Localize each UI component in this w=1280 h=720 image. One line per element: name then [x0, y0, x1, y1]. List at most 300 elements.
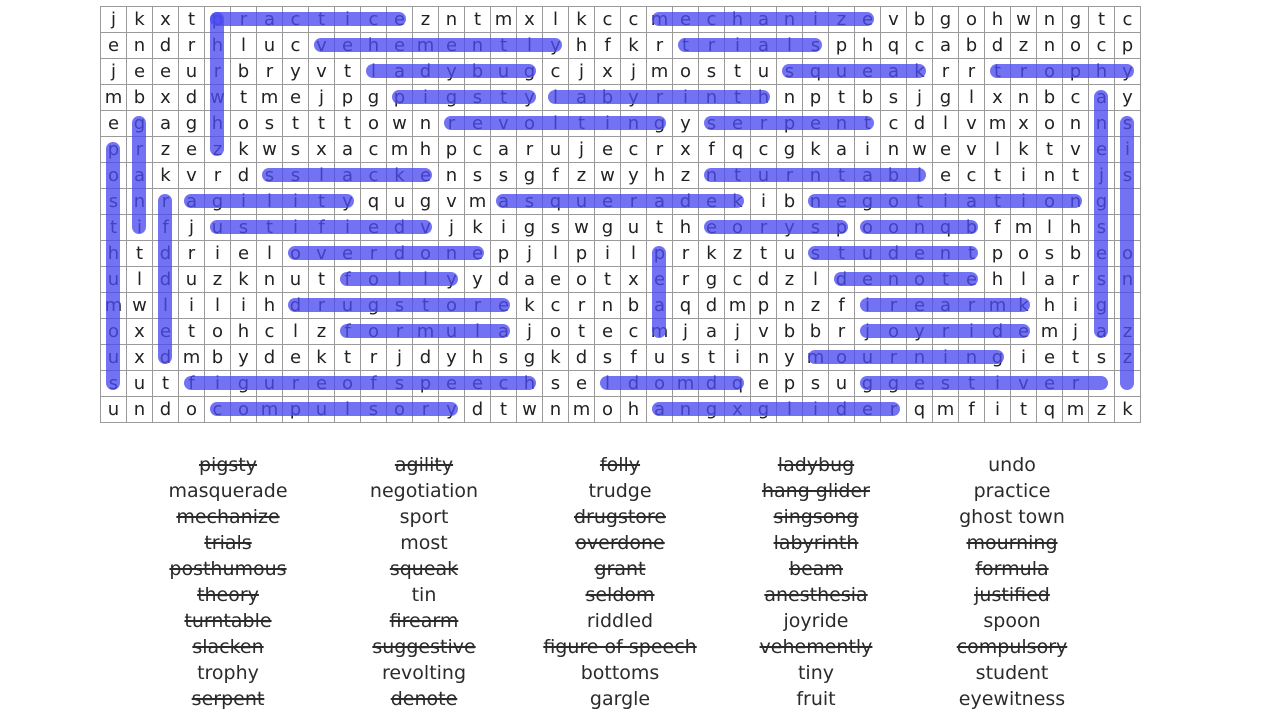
grid-cell[interactable]: r [673, 241, 699, 267]
grid-cell[interactable]: s [361, 397, 387, 423]
grid-cell[interactable]: e [855, 267, 881, 293]
grid-cell[interactable]: p [413, 371, 439, 397]
grid-cell[interactable]: e [699, 215, 725, 241]
grid-cell[interactable]: n [439, 241, 465, 267]
grid-cell[interactable]: p [569, 241, 595, 267]
grid-cell[interactable]: i [283, 215, 309, 241]
grid-cell[interactable]: o [335, 371, 361, 397]
grid-cell[interactable]: i [335, 7, 361, 33]
grid-cell[interactable]: t [335, 345, 361, 371]
grid-cell[interactable]: h [985, 7, 1011, 33]
grid-cell[interactable]: k [231, 137, 257, 163]
grid-cell[interactable]: r [959, 59, 985, 85]
grid-cell[interactable]: r [361, 345, 387, 371]
grid-cell[interactable]: r [127, 137, 153, 163]
grid-cell[interactable]: y [543, 33, 569, 59]
grid-cell[interactable]: b [621, 293, 647, 319]
grid-cell[interactable]: a [257, 7, 283, 33]
grid-cell[interactable]: o [1115, 241, 1141, 267]
grid-cell[interactable]: b [231, 59, 257, 85]
grid-cell[interactable]: v [959, 111, 985, 137]
grid-cell[interactable]: r [569, 293, 595, 319]
grid-cell[interactable]: a [517, 267, 543, 293]
grid-cell[interactable]: g [933, 85, 959, 111]
grid-cell[interactable]: b [881, 163, 907, 189]
grid-cell[interactable]: p [751, 293, 777, 319]
grid-cell[interactable]: s [257, 111, 283, 137]
grid-cell[interactable]: n [1063, 111, 1089, 137]
grid-cell[interactable]: q [881, 33, 907, 59]
grid-cell[interactable]: k [153, 163, 179, 189]
grid-cell[interactable]: g [127, 111, 153, 137]
grid-cell[interactable]: t [101, 215, 127, 241]
grid-cell[interactable]: t [491, 397, 517, 423]
grid-cell[interactable]: u [257, 33, 283, 59]
grid-cell[interactable]: d [751, 267, 777, 293]
grid-cell[interactable]: r [881, 397, 907, 423]
grid-cell[interactable]: r [179, 33, 205, 59]
grid-cell[interactable]: l [1011, 267, 1037, 293]
grid-cell[interactable]: i [959, 319, 985, 345]
grid-cell[interactable]: m [1011, 215, 1037, 241]
grid-cell[interactable]: n [777, 85, 803, 111]
grid-cell[interactable]: c [543, 293, 569, 319]
grid-cell[interactable]: q [543, 189, 569, 215]
grid-cell[interactable]: k [231, 267, 257, 293]
grid-cell[interactable]: e [855, 59, 881, 85]
grid-cell[interactable]: t [257, 215, 283, 241]
grid-cell[interactable]: m [491, 7, 517, 33]
grid-cell[interactable]: i [933, 345, 959, 371]
grid-cell[interactable]: f [153, 215, 179, 241]
grid-cell[interactable]: u [751, 163, 777, 189]
grid-cell[interactable]: c [907, 33, 933, 59]
grid-cell[interactable]: s [803, 215, 829, 241]
grid-cell[interactable]: y [777, 345, 803, 371]
grid-cell[interactable]: r [881, 293, 907, 319]
grid-cell[interactable]: c [1089, 33, 1115, 59]
grid-cell[interactable]: b [1037, 85, 1063, 111]
grid-cell[interactable]: d [881, 241, 907, 267]
grid-cell[interactable]: n [465, 33, 491, 59]
grid-cell[interactable]: t [647, 215, 673, 241]
grid-cell[interactable]: d [413, 59, 439, 85]
grid-cell[interactable]: o [1037, 59, 1063, 85]
grid-cell[interactable]: q [673, 293, 699, 319]
grid-cell[interactable]: p [335, 85, 361, 111]
grid-cell[interactable]: a [153, 111, 179, 137]
grid-cell[interactable]: r [257, 59, 283, 85]
grid-cell[interactable]: e [595, 319, 621, 345]
grid-cell[interactable]: d [699, 293, 725, 319]
grid-cell[interactable] [1115, 371, 1141, 397]
grid-cell[interactable]: g [933, 7, 959, 33]
grid-cell[interactable]: d [413, 345, 439, 371]
grid-cell[interactable]: y [1115, 85, 1141, 111]
grid-cell[interactable]: r [361, 241, 387, 267]
grid-cell[interactable]: o [231, 111, 257, 137]
grid-cell[interactable]: u [335, 293, 361, 319]
grid-cell[interactable]: h [231, 319, 257, 345]
grid-cell[interactable]: i [283, 189, 309, 215]
grid-cell[interactable]: q [725, 137, 751, 163]
grid-cell[interactable]: l [127, 267, 153, 293]
grid-cell[interactable]: x [127, 345, 153, 371]
grid-cell[interactable]: s [257, 163, 283, 189]
grid-cell[interactable]: y [439, 267, 465, 293]
grid-cell[interactable]: w [517, 397, 543, 423]
grid-cell[interactable]: r [205, 163, 231, 189]
grid-cell[interactable]: t [1089, 7, 1115, 33]
grid-cell[interactable]: z [153, 137, 179, 163]
grid-cell[interactable]: h [647, 163, 673, 189]
grid-cell[interactable]: n [439, 7, 465, 33]
grid-cell[interactable]: t [491, 33, 517, 59]
grid-cell[interactable] [1089, 371, 1115, 397]
grid-cell[interactable]: l [205, 293, 231, 319]
grid-cell[interactable]: i [335, 215, 361, 241]
grid-cell[interactable]: g [413, 189, 439, 215]
grid-cell[interactable]: t [491, 85, 517, 111]
grid-cell[interactable]: m [387, 137, 413, 163]
grid-cell[interactable]: x [673, 137, 699, 163]
grid-cell[interactable]: e [283, 85, 309, 111]
grid-cell[interactable]: s [933, 371, 959, 397]
grid-cell[interactable]: e [673, 7, 699, 33]
grid-cell[interactable]: d [153, 345, 179, 371]
grid-cell[interactable]: t [829, 85, 855, 111]
grid-cell[interactable]: t [855, 111, 881, 137]
grid-cell[interactable]: d [387, 215, 413, 241]
grid-cell[interactable]: l [907, 163, 933, 189]
grid-cell[interactable]: t [595, 267, 621, 293]
grid-cell[interactable]: a [127, 163, 153, 189]
grid-cell[interactable]: e [933, 163, 959, 189]
grid-cell[interactable]: b [959, 215, 985, 241]
grid-cell[interactable]: t [309, 7, 335, 33]
grid-cell[interactable]: s [803, 241, 829, 267]
grid-cell[interactable]: t [1063, 163, 1089, 189]
grid-cell[interactable]: r [439, 111, 465, 137]
grid-cell[interactable]: o [907, 267, 933, 293]
grid-cell[interactable]: d [985, 319, 1011, 345]
grid-cell[interactable]: c [283, 7, 309, 33]
grid-cell[interactable]: i [231, 189, 257, 215]
grid-cell[interactable]: p [491, 241, 517, 267]
grid-cell[interactable]: n [621, 111, 647, 137]
grid-cell[interactable]: f [361, 371, 387, 397]
grid-cell[interactable]: l [257, 241, 283, 267]
grid-cell[interactable]: u [751, 59, 777, 85]
grid-cell[interactable]: w [257, 137, 283, 163]
grid-cell[interactable]: t [725, 163, 751, 189]
grid-cell[interactable]: n [907, 345, 933, 371]
grid-cell[interactable]: n [907, 215, 933, 241]
grid-cell[interactable]: t [985, 189, 1011, 215]
grid-cell[interactable]: b [777, 319, 803, 345]
grid-cell[interactable]: a [491, 189, 517, 215]
grid-cell[interactable]: o [517, 111, 543, 137]
grid-cell[interactable]: s [1089, 215, 1115, 241]
grid-cell[interactable]: s [517, 189, 543, 215]
grid-cell[interactable]: p [205, 7, 231, 33]
grid-cell[interactable]: y [673, 111, 699, 137]
grid-cell[interactable]: o [413, 241, 439, 267]
grid-cell[interactable]: f [179, 371, 205, 397]
grid-cell[interactable]: m [101, 293, 127, 319]
grid-cell[interactable]: k [517, 293, 543, 319]
grid-cell[interactable]: i [1063, 293, 1089, 319]
grid-cell[interactable]: a [933, 293, 959, 319]
grid-cell[interactable]: a [959, 189, 985, 215]
grid-cell[interactable]: h [1089, 59, 1115, 85]
grid-cell[interactable]: t [985, 163, 1011, 189]
grid-cell[interactable]: g [1089, 293, 1115, 319]
grid-cell[interactable]: r [647, 85, 673, 111]
grid-cell[interactable]: u [179, 267, 205, 293]
grid-cell[interactable]: t [699, 345, 725, 371]
grid-cell[interactable]: y [465, 267, 491, 293]
grid-cell[interactable] [1115, 215, 1141, 241]
grid-cell[interactable]: k [1011, 293, 1037, 319]
grid-cell[interactable]: q [1037, 397, 1063, 423]
grid-cell[interactable]: f [543, 163, 569, 189]
grid-cell[interactable]: i [491, 215, 517, 241]
grid-cell[interactable]: u [777, 241, 803, 267]
grid-cell[interactable]: t [1063, 345, 1089, 371]
grid-cell[interactable]: t [985, 59, 1011, 85]
grid-cell[interactable]: o [205, 319, 231, 345]
grid-cell[interactable]: e [101, 33, 127, 59]
grid-cell[interactable]: d [569, 345, 595, 371]
grid-cell[interactable]: v [413, 215, 439, 241]
grid-cell[interactable]: e [231, 241, 257, 267]
grid-cell[interactable]: t [153, 371, 179, 397]
grid-cell[interactable]: a [491, 137, 517, 163]
grid-cell[interactable]: m [1063, 397, 1089, 423]
grid-cell[interactable]: h [621, 397, 647, 423]
grid-cell[interactable]: m [803, 345, 829, 371]
grid-cell[interactable]: o [569, 267, 595, 293]
grid-cell[interactable]: r [881, 345, 907, 371]
grid-cell[interactable]: a [1089, 319, 1115, 345]
grid-cell[interactable]: i [803, 7, 829, 33]
grid-cell[interactable]: a [751, 33, 777, 59]
grid-cell[interactable]: i [205, 371, 231, 397]
grid-cell[interactable]: n [959, 345, 985, 371]
grid-cell[interactable]: g [1089, 189, 1115, 215]
grid-cell[interactable]: j [621, 59, 647, 85]
grid-cell[interactable]: s [543, 371, 569, 397]
grid-cell[interactable]: l [933, 111, 959, 137]
grid-cell[interactable]: s [1115, 163, 1141, 189]
grid-cell[interactable]: g [439, 85, 465, 111]
grid-cell[interactable]: p [283, 397, 309, 423]
grid-cell[interactable]: o [101, 163, 127, 189]
grid-cell[interactable]: a [335, 137, 361, 163]
grid-cell[interactable]: z [777, 267, 803, 293]
grid-cell[interactable]: o [1037, 189, 1063, 215]
grid-cell[interactable]: e [1089, 137, 1115, 163]
grid-cell[interactable]: o [387, 397, 413, 423]
grid-cell[interactable]: o [881, 215, 907, 241]
grid-cell[interactable]: t [309, 189, 335, 215]
grid-cell[interactable]: o [647, 371, 673, 397]
grid-cell[interactable]: e [803, 111, 829, 137]
grid-cell[interactable]: k [127, 7, 153, 33]
grid-cell[interactable]: b [127, 85, 153, 111]
grid-cell[interactable]: e [153, 319, 179, 345]
grid-cell[interactable]: n [881, 137, 907, 163]
grid-cell[interactable]: e [101, 111, 127, 137]
grid-cell[interactable]: u [127, 371, 153, 397]
grid-cell[interactable]: j [439, 215, 465, 241]
grid-cell[interactable]: i [179, 293, 205, 319]
grid-cell[interactable]: n [777, 293, 803, 319]
grid-cell[interactable]: a [829, 137, 855, 163]
grid-cell[interactable]: o [725, 215, 751, 241]
grid-cell[interactable]: y [335, 189, 361, 215]
grid-cell[interactable]: l [413, 267, 439, 293]
grid-cell[interactable]: e [595, 189, 621, 215]
grid-cell[interactable]: b [777, 189, 803, 215]
grid-cell[interactable]: p [803, 85, 829, 111]
grid-cell[interactable]: s [465, 163, 491, 189]
grid-cell[interactable]: c [361, 137, 387, 163]
grid-cell[interactable]: r [1063, 267, 1089, 293]
grid-cell[interactable]: b [907, 7, 933, 33]
grid-cell[interactable]: r [413, 397, 439, 423]
grid-cell[interactable]: n [1037, 33, 1063, 59]
grid-cell[interactable]: i [205, 241, 231, 267]
grid-cell[interactable]: p [647, 241, 673, 267]
grid-cell[interactable]: o [673, 59, 699, 85]
grid-cell[interactable]: o [881, 189, 907, 215]
grid-cell[interactable]: g [699, 267, 725, 293]
grid-cell[interactable]: l [959, 85, 985, 111]
grid-cell[interactable]: j [1063, 319, 1089, 345]
grid-cell[interactable]: u [387, 189, 413, 215]
grid-cell[interactable]: h [101, 241, 127, 267]
grid-cell[interactable]: y [283, 59, 309, 85]
grid-cell[interactable]: e [907, 241, 933, 267]
grid-cell[interactable]: e [179, 137, 205, 163]
grid-cell[interactable]: i [725, 33, 751, 59]
grid-cell[interactable]: d [491, 267, 517, 293]
grid-cell[interactable]: m [647, 59, 673, 85]
grid-cell[interactable]: t [829, 241, 855, 267]
grid-cell[interactable]: x [621, 267, 647, 293]
grid-cell[interactable]: v [309, 59, 335, 85]
grid-cell[interactable]: r [673, 267, 699, 293]
grid-cell[interactable]: i [933, 189, 959, 215]
grid-cell[interactable]: c [257, 319, 283, 345]
grid-cell[interactable]: b [205, 345, 231, 371]
grid-cell[interactable]: r [751, 111, 777, 137]
grid-cell[interactable]: h [985, 267, 1011, 293]
grid-cell[interactable]: r [387, 319, 413, 345]
grid-cell[interactable]: v [751, 319, 777, 345]
grid-cell[interactable]: l [543, 7, 569, 33]
grid-cell[interactable]: d [231, 163, 257, 189]
grid-cell[interactable]: g [361, 85, 387, 111]
grid-cell[interactable]: o [361, 319, 387, 345]
grid-cell[interactable]: n [127, 189, 153, 215]
grid-cell[interactable]: r [153, 189, 179, 215]
grid-cell[interactable]: m [985, 111, 1011, 137]
grid-cell[interactable]: m [413, 319, 439, 345]
grid-cell[interactable]: l [309, 163, 335, 189]
grid-cell[interactable]: l [985, 137, 1011, 163]
grid-cell[interactable]: m [179, 345, 205, 371]
grid-cell[interactable]: n [777, 7, 803, 33]
grid-cell[interactable]: d [387, 241, 413, 267]
grid-cell[interactable]: c [283, 33, 309, 59]
grid-cell[interactable]: f [621, 345, 647, 371]
grid-cell[interactable]: o [101, 319, 127, 345]
grid-cell[interactable]: c [621, 137, 647, 163]
grid-cell[interactable]: p [829, 215, 855, 241]
grid-cell[interactable]: o [959, 7, 985, 33]
grid-cell[interactable]: l [231, 33, 257, 59]
grid-cell[interactable]: a [699, 319, 725, 345]
grid-cell[interactable]: z [803, 293, 829, 319]
grid-cell[interactable]: u [855, 345, 881, 371]
grid-cell[interactable]: z [205, 137, 231, 163]
grid-cell[interactable]: z [309, 319, 335, 345]
grid-cell[interactable]: n [1037, 7, 1063, 33]
grid-cell[interactable]: r [933, 319, 959, 345]
grid-cell[interactable]: m [673, 371, 699, 397]
grid-cell[interactable]: f [829, 293, 855, 319]
grid-cell[interactable]: y [1115, 59, 1141, 85]
grid-cell[interactable]: t [907, 189, 933, 215]
grid-cell[interactable]: j [179, 215, 205, 241]
grid-cell[interactable]: k [543, 345, 569, 371]
grid-cell[interactable]: i [855, 137, 881, 163]
grid-cell[interactable]: o [179, 397, 205, 423]
grid-cell[interactable]: p [1063, 59, 1089, 85]
grid-cell[interactable]: m [933, 397, 959, 423]
grid-cell[interactable]: e [439, 371, 465, 397]
grid-cell[interactable]: z [673, 163, 699, 189]
grid-cell[interactable]: s [1089, 345, 1115, 371]
grid-cell[interactable]: q [933, 215, 959, 241]
grid-cell[interactable]: z [413, 7, 439, 33]
grid-cell[interactable]: t [335, 111, 361, 137]
grid-cell[interactable]: e [1089, 241, 1115, 267]
grid-cell[interactable]: h [569, 33, 595, 59]
grid-cell[interactable]: i [1011, 345, 1037, 371]
grid-cell[interactable]: l [387, 267, 413, 293]
grid-cell[interactable]: s [777, 59, 803, 85]
grid-cell[interactable]: q [361, 189, 387, 215]
grid-cell[interactable]: t [829, 163, 855, 189]
grid-cell[interactable]: n [881, 267, 907, 293]
grid-cell[interactable]: m [569, 397, 595, 423]
grid-cell[interactable]: m [257, 85, 283, 111]
grid-cell[interactable]: h [413, 137, 439, 163]
grid-cell[interactable]: l [1037, 215, 1063, 241]
grid-cell[interactable]: m [465, 189, 491, 215]
grid-cell[interactable]: d [985, 33, 1011, 59]
grid-cell[interactable]: s [1037, 241, 1063, 267]
grid-cell[interactable]: f [959, 397, 985, 423]
grid-cell[interactable]: s [491, 345, 517, 371]
grid-cell[interactable]: o [439, 293, 465, 319]
grid-cell[interactable]: t [959, 371, 985, 397]
grid-cell[interactable]: t [1037, 137, 1063, 163]
